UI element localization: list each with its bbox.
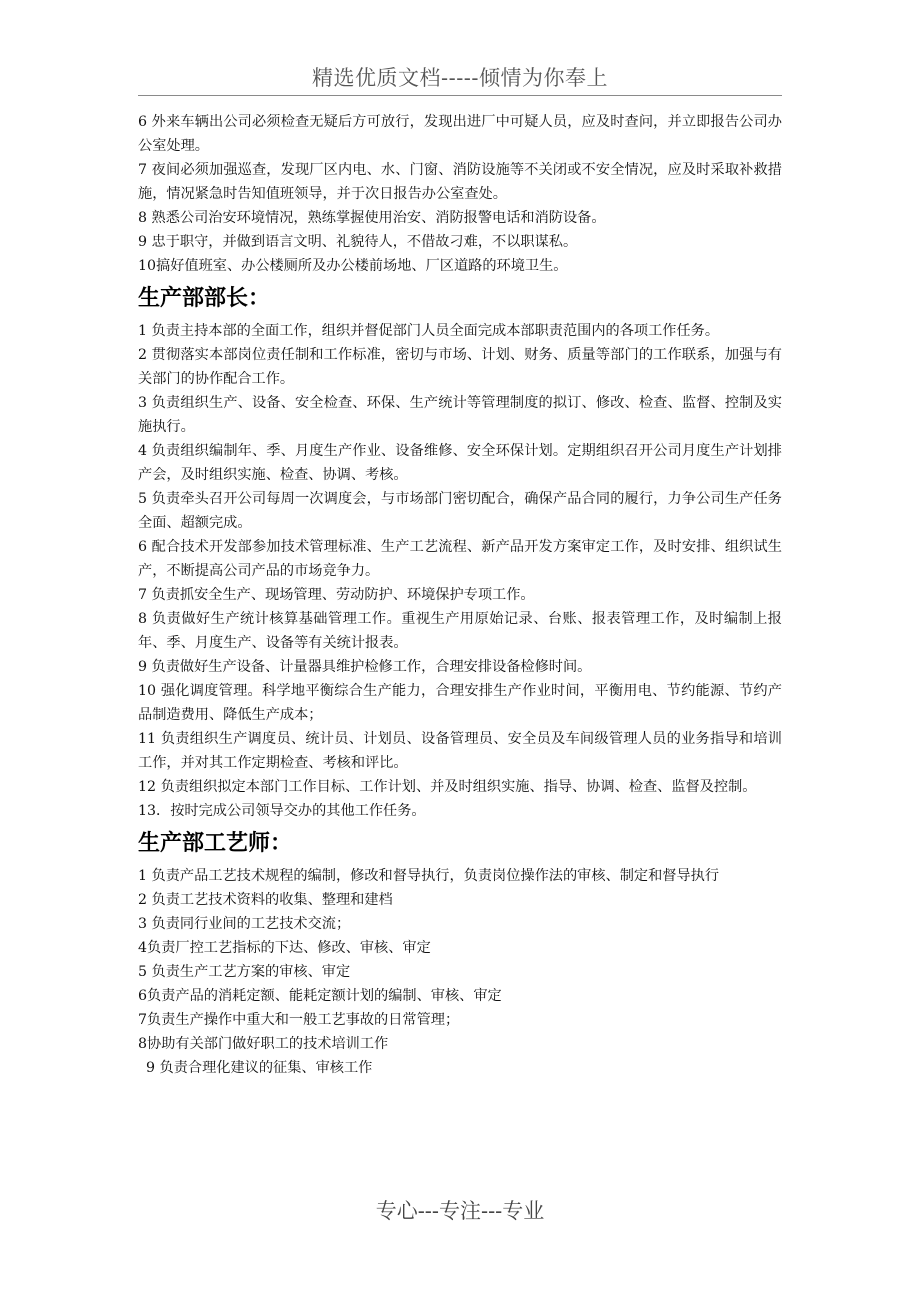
page-header-title: 精选优质文档-----倾情为你奉上 bbox=[312, 66, 608, 90]
list-item: 8协助有关部门做好职工的技术培训工作 bbox=[138, 1036, 389, 1052]
list-item: 9 负责合理化建议的征集、审核工作 bbox=[146, 1060, 373, 1076]
document-body bbox=[138, 110, 782, 1080]
list-item: 1 负责主持本部的全面工作，组织并督促部门人员全面完成本部职责范围内的各项工作任务。 bbox=[138, 323, 720, 339]
page-footer: 专心---专注---专业 bbox=[375, 1199, 545, 1223]
production-director-section bbox=[138, 284, 782, 823]
list-item: 4 负责组织编制年、季、月度生产作业、设备维修、安全环保计划。定期组织召开公司月度生产计划排产会，及时组织实施、检查、协调、考核。 bbox=[138, 443, 782, 483]
list-item: 8 熟悉公司治安环境情况，熟练掌握使用治安、消防报警电话和消防设备。 bbox=[138, 210, 606, 226]
list-item: 13．按时完成公司领导交办的其他工作任务。 bbox=[138, 803, 426, 819]
list-item: 8 负责做好生产统计核算基础管理工作。重视生产用原始记录、台账、报表管理工作，及时编制上报年、季、月度生产、设备等有关统计报表。 bbox=[138, 611, 782, 651]
list-item: 12 负责组织拟定本部门工作目标、工作计划、并及时组织实施、指导、协调、检查、监督及控制。 bbox=[138, 779, 757, 795]
list-item: 5 负责牵头召开公司每周一次调度会，与市场部门密切配合，确保产品合同的履行，力争公司生产任务全面、超额完成。 bbox=[138, 491, 782, 531]
list-item: 10搞好值班室、办公楼厕所及办公楼前场地、厂区道路的环境卫生。 bbox=[138, 258, 568, 274]
list-item: 1 负责产品工艺技术规程的编制，修改和督导执行，负责岗位操作法的审核、制定和督导执行 bbox=[138, 868, 720, 884]
list-item: 6 外来车辆出公司必须检查无疑后方可放行，发现出进厂中可疑人员，应及时查问，并立即报告公司办公室处理。 bbox=[138, 114, 782, 154]
list-item: 7 夜间必须加强巡查，发现厂区内电、水、门窗、消防设施等不关闭或不安全情况，应及时采取补救措施，情况紧急时告知值班领导，并于次日报告办公室查处。 bbox=[138, 162, 782, 202]
section-heading: 生产部工艺师： bbox=[138, 831, 293, 856]
list-item: 3 负责组织生产、设备、安全检查、环保、生产统计等管理制度的拟订、修改、检查、监督、控制及实施执行。 bbox=[138, 395, 782, 435]
security-duties-section bbox=[138, 110, 782, 278]
list-item: 5 负责生产工艺方案的审核、审定 bbox=[138, 964, 351, 980]
list-item: 9 忠于职守，并做到语言文明、礼貌待人，不借故刁难，不以职谋私。 bbox=[138, 234, 578, 250]
list-item: 2 贯彻落实本部岗位责任制和工作标准，密切与市场、计划、财务、质量等部门的工作联系，加强与有关部门的协作配合工作。 bbox=[138, 347, 782, 387]
section-heading: 生产部部长： bbox=[138, 286, 271, 311]
list-item: 4负责厂控工艺指标的下达、修改、审核、审定 bbox=[138, 940, 431, 956]
process-engineer-section bbox=[138, 829, 782, 1080]
header-divider bbox=[138, 95, 782, 96]
list-item: 7负责生产操作中重大和一般工艺事故的日常管理； bbox=[138, 1012, 460, 1028]
list-item: 11 负责组织生产调度员、统计员、计划员、设备管理员、安全员及车间级管理人员的业务指导和培训工作，并对其工作定期检查、考核和评比。 bbox=[138, 731, 782, 771]
list-item: 6 配合技术开发部参加技术管理标准、生产工艺流程、新产品开发方案审定工作，及时安排、组织试生产，不断提高公司产品的市场竞争力。 bbox=[138, 539, 782, 579]
list-item: 9 负责做好生产设备、计量器具维护检修工作，合理安排设备检修时间。 bbox=[138, 659, 592, 675]
list-item: 7 负责抓安全生产、现场管理、劳动防护、环境保护专项工作。 bbox=[138, 587, 535, 603]
list-item: 6负责产品的消耗定额、能耗定额计划的编制、审核、审定 bbox=[138, 988, 502, 1004]
list-item: 3 负责同行业间的工艺技术交流； bbox=[138, 916, 351, 932]
list-item: 2 负责工艺技术资料的收集、整理和建档 bbox=[138, 892, 393, 908]
list-item: 10 强化调度管理。科学地平衡综合生产能力，合理安排生产作业时间，平衡用电、节约能源、节约产品制造费用、降低生产成本； bbox=[138, 683, 782, 723]
